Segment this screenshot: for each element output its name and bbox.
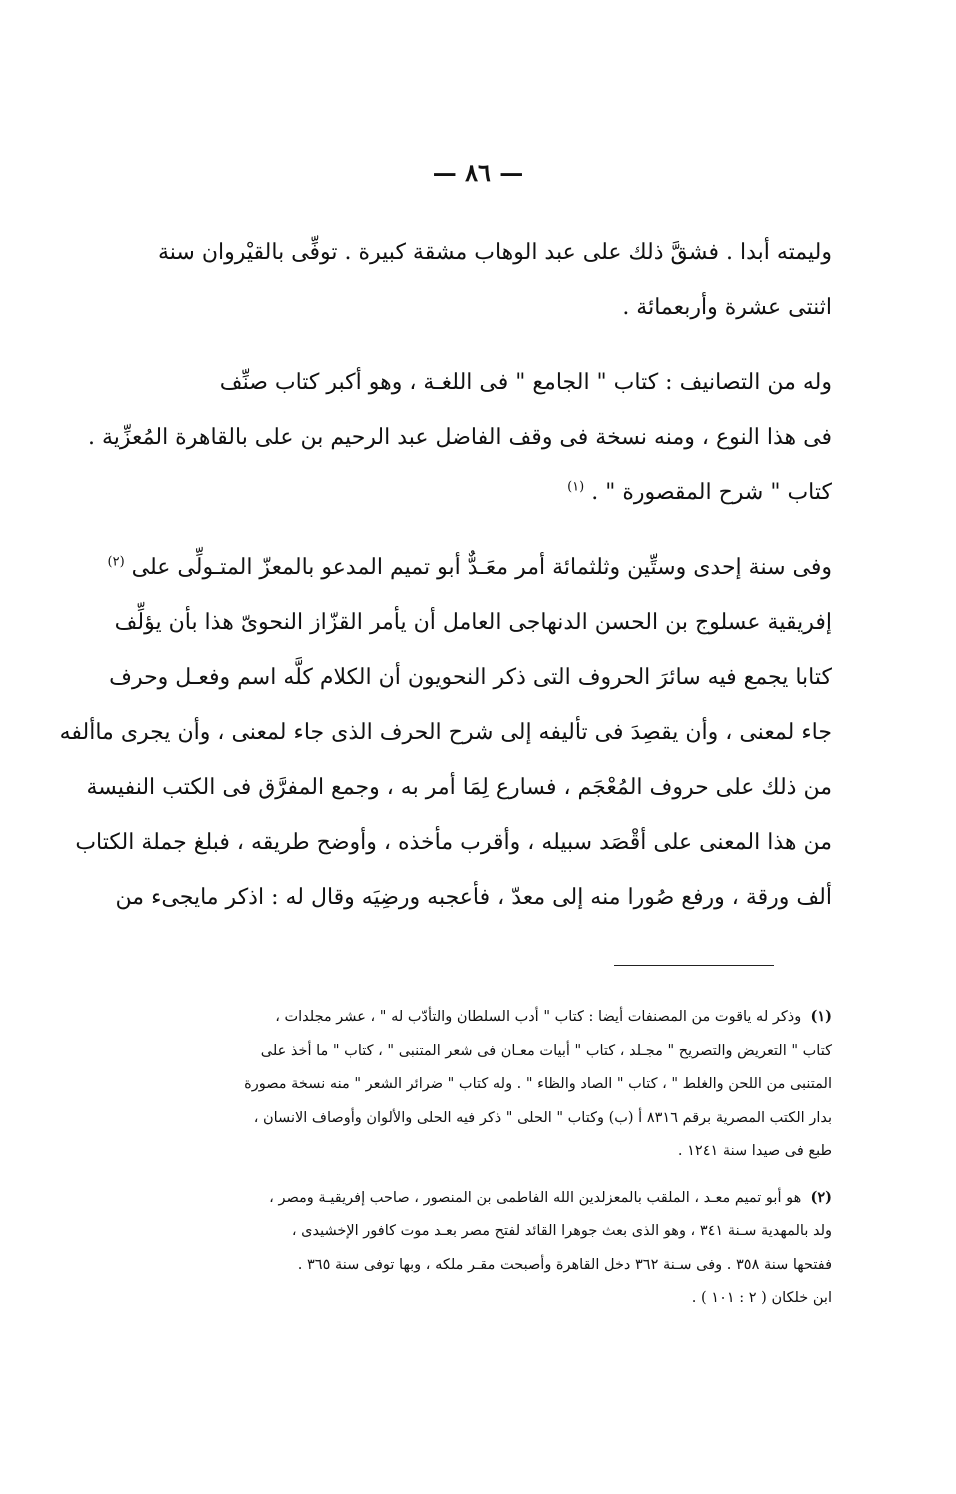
footnote-line xyxy=(122,1000,832,1035)
footnote-marker: (٢) xyxy=(810,1188,832,1206)
footnote-divider xyxy=(614,965,774,966)
text-line: من ذلك على حروف المُعْجَم ، فسارع لِمَا أمر به ، وجمع المفرَّق فى الكتب النفيسة xyxy=(86,775,832,800)
footnote-marker: (١) xyxy=(810,1008,832,1025)
footnote-line: كتاب " التعريض والتصريح " مجـلد ، كتاب " أبيات معـان فى شعر المتنبى " ، كتاب " ما أخذ على xyxy=(260,1042,832,1059)
footnote-line xyxy=(122,1181,832,1216)
text-line: فى هذا النوع ، ومنه نسخة فى وقف الفاضل عبد الرحيم بن على بالقاهرة المُعزِّية . xyxy=(88,425,832,450)
footnote-line: بدار الكتب المصرية برقم ٨٣١٦ أ (ب) وكتاب " الحلى " ذكر فيه الحلى والألوان وأوصاف الانسان ، xyxy=(253,1109,832,1126)
main-text xyxy=(59,225,832,925)
text-line: جاء لمعنى ، وأن يقصِدَ فى تأليفه إلى شرح الحرف الذى جاء لمعنى ، وأن يجرى ماألفه xyxy=(59,720,832,745)
footnote-line: ففتحها سنة ٣٥٨ . وفى سـنة ٣٦٢ دخل القاهرة وأصبحت مقـر ملكه ، وبها توفى سنة ٣٦٥ . xyxy=(297,1256,832,1273)
footnote-2 xyxy=(122,1181,832,1316)
footnote-line: ابن خلكان ( ٢ : ١٠١ ) . xyxy=(691,1290,832,1306)
footnote-1 xyxy=(122,1000,832,1169)
text-line: وليمته أبدا . فشقَّ ذلك على عبد الوهاب مشقة كبيرة . توفِّى بالقيْروان سنة xyxy=(158,240,832,265)
text-line: من هذا المعنى على أقْصَد سبيله ، وأقرب مأخذه ، وأوضح طريقه ، فبلغ جملة الكتاب xyxy=(75,830,832,855)
footnote-line-content: وذكر له ياقوت من المصنفات أيضا : كتاب " أدب السلطان والتأدّب له " ، عشر مجلدات ، xyxy=(275,1009,802,1025)
footnote-line: المتنبى من اللحن والغلط " ، كتاب " الصاد والظاء " . وله كتاب " ضرائر الشعر " منه نسخة مصورة xyxy=(244,1076,832,1092)
text-line xyxy=(107,540,832,595)
text-line-content: وفى سنة إحدى وستِّين وثلثمائة أمر معَـدٌّ أبو تميم المدعو بالمعزّ المتـولِّى على xyxy=(131,555,832,580)
text-line: ألف ورقة ، ورفع صُورا منه إلى معدّ ، فأعجبه ورضِيَه وقال له : اذكر مايجىء من xyxy=(115,885,832,910)
text-line-content: كتاب " شرح المقصورة " . xyxy=(591,480,832,505)
text-line: إفريقية عسلوج بن الحسن الدنهاجى العامل أن يأمر القزّاز النحوىّ هذا بأن يؤلِّف xyxy=(114,610,832,635)
paragraph-3 xyxy=(59,540,832,925)
footnote-reference-1: (١) xyxy=(567,479,585,495)
text-line: كتابا يجمع فيه سائرَ الحروف التى ذكر النحويون أن الكلام كلَّه اسم وفعـل وحرف xyxy=(109,665,832,690)
footnote-line-content: هو أبو تميم معـد ، الملقب بالمعزلدين الله الفاطمى بن المنصور ، صاحب إفريقيـة ومصر ، xyxy=(269,1189,802,1206)
text-line: اثنتى عشرة وأربعمائة . xyxy=(622,295,832,320)
paragraph-1 xyxy=(122,225,832,335)
text-line: وله من التصانيف : كتاب " الجامع " فى اللغـة ، وهو أكبر كتاب صنِّف xyxy=(219,370,832,395)
text-line xyxy=(122,465,832,520)
footnote-reference-2: (٢) xyxy=(107,554,125,570)
footnote-line: طبع فى صيدا سنة ١٢٤١ . xyxy=(677,1143,832,1159)
page-number: — ٨٦ — xyxy=(432,158,524,187)
footnotes xyxy=(122,1000,832,1316)
paragraph-2 xyxy=(88,355,832,520)
footnote-line: ولد بالمهدية سـنة ٣٤١ ، وهو الذى بعث جوهرا القائد لفتح مصر بعـد موت كافور الإخشيدى ، xyxy=(291,1223,832,1239)
